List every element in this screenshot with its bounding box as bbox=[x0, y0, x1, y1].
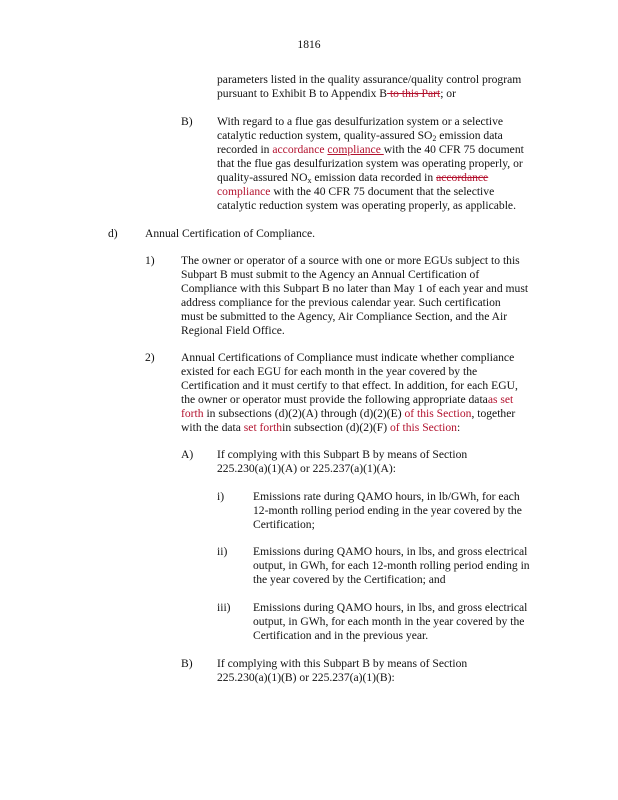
subitem-label: iii) bbox=[217, 601, 231, 614]
item-label: B) bbox=[181, 115, 193, 128]
item-b-paragraph: With regard to a flue gas desulfurization system or a selective catalytic reduction system, quality-assured $SO_2$ emission data recorded in accordance compliance with the 40 CFR 75 document that the flue gas desulfurization system was operating properly, or quality-assured $NO_x$ emission data recorded in accordance compliance with the 40 CFR 75 document that the selective catalytic reduction system was operating properly, as applicable. bbox=[217, 115, 524, 212]
section-heading: Annual Certification of Compliance. bbox=[145, 227, 315, 240]
item-label: A) bbox=[181, 448, 194, 461]
subitem-ii-paragraph: Emissions during QAMO hours, in lbs, and gross electrical output, in GWh, for each 12-month rolling period ending in the year covered by the Certification; and bbox=[253, 545, 530, 586]
inserted-text: of this Section bbox=[389, 421, 457, 434]
item-2-paragraph: Annual Certifications of Compliance must indicate whether compliance existed for each EGU for each month in the year covered by the Certification and it must certify to that effect. In addition, for each EGU, the owner or operator must provide the following appropriate dataas set forth in subsections (d)(2)(A) through (d)(2)(E) of this Section, together with the data set forthin subsection (d)(2)(F) of this Section: bbox=[181, 351, 518, 434]
item-1-paragraph: The owner or operator of a source with one or more EGUs subject to this Subpart B must submit to the Agency an Annual Certification of Compliance with this Subpart B no later than May 1 of each year and must address compliance for the previous calendar year. Such certification must be submitted to the Agency, Air Compliance Section, and the Air Regional Field Office. bbox=[181, 254, 529, 337]
continuation-paragraph: parameters listed in the quality assurance/quality control program pursuant to Exhibit B to Appendix B to this Part; or bbox=[217, 73, 522, 100]
inserted-text: of this Section bbox=[404, 407, 472, 420]
deleted-text: to this Part bbox=[387, 87, 441, 100]
inserted-text: as set bbox=[487, 393, 514, 406]
item-label: B) bbox=[181, 657, 193, 670]
item-label: 2) bbox=[145, 351, 155, 364]
inserted-text: accordance bbox=[272, 143, 328, 156]
deleted-text: accordance bbox=[436, 171, 489, 184]
inserted-text: set forth bbox=[243, 421, 283, 434]
page-number: 1816 bbox=[297, 38, 321, 51]
subitem-i-paragraph: Emissions rate during QAMO hours, in lb/GWh, for each 12-month rolling period ending in the year covered by the Certification; bbox=[253, 490, 522, 531]
subitem-iii-paragraph: Emissions during QAMO hours, in lbs, and gross electrical output, in GWh, for each month in the year covered by the Certification and in the previous year. bbox=[253, 601, 528, 642]
inserted-text: compliance bbox=[327, 143, 384, 156]
section-label: d) bbox=[108, 227, 118, 240]
item-label: 1) bbox=[145, 254, 155, 267]
subitem-label: ii) bbox=[217, 545, 228, 558]
inserted-text: compliance bbox=[217, 185, 271, 198]
item-b2-paragraph: If complying with this Subpart B by means of Section 225.230(a)(1)(B) or 225.237(a)(1)(B): bbox=[217, 657, 468, 684]
inserted-text: forth bbox=[181, 407, 204, 420]
item-a-paragraph: If complying with this Subpart B by means of Section 225.230(a)(1)(A) or 225.237(a)(1)(A): bbox=[217, 448, 468, 475]
subitem-label: i) bbox=[217, 490, 225, 503]
